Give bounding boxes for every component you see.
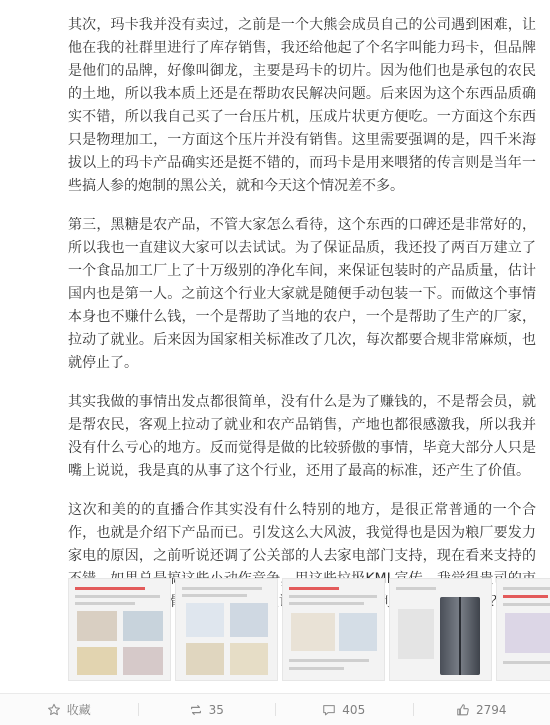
post-paragraph: 其实我做的事情出发点都很简单，没有什么是为了赚钱的，不是帮会员，就是帮农民，客观上拉动了就业和农产品销售，产地也都很感激我，所以我并没有什么亏心的地方。反而觉得是做的比较骄傲的事情，毕竟大部分人只是嘴上说说，我是真的从事了这个行业，还用了最高的标准，还产生了价值。 [68, 391, 536, 483]
thumb-photo [123, 647, 163, 675]
comment-count: 405 [342, 703, 365, 717]
image-thumbnail-1[interactable] [68, 578, 171, 681]
thumb-photo [230, 643, 268, 675]
post-paragraph: 其次，玛卡我并没有卖过，之前是一个大熊会成员自己的公司遇到困难，让他在我的社群里进行了库存销售，我还给他起了个名字叫能力玛卡，但品牌是他们的品牌，好像叫御龙，主要是玛卡的切片。因为他们也是承包的农民的土地，所以我本质上还是在帮助农民解决问题。后来因为这个东西品质确实不错，所以我自己买了一台压片机，压成片状更方便吃。一方面这个东西只是物理加工，一方面这个压片并没有销售。这里需要强调的是，四千米海拔以上的玛卡产品确实还是挺不错的，而玛卡是用来喂猪的传言则是当年一些搞人参的炮制的黑公关，就和今天这个情况差不多。 [68, 14, 536, 198]
image-thumbnail-5[interactable] [496, 578, 550, 681]
thumb-line [503, 587, 550, 590]
like-button[interactable] [413, 694, 550, 725]
thumb-photo [291, 613, 335, 651]
thumb-photo [77, 611, 117, 641]
thumb-line [289, 667, 344, 670]
action-bar [0, 693, 550, 725]
image-thumbnail-3[interactable] [282, 578, 385, 681]
repost-button[interactable] [138, 694, 276, 725]
thumb-line [289, 602, 364, 605]
thumb-line [75, 602, 135, 605]
thumb-line [396, 587, 436, 590]
post-paragraph-text: 这次和美的的直播合作其实没有什么特别的地方，是很正常普通的一个合作，也就是介绍下产品而已。引发这么大风波，我觉得也是因为粮厂要发力家电的原因，之前听说还调了公关部的人去家电部门支持，现在看来支持的 断下滑的，记得卢总也说过把这些 [68, 502, 536, 610]
thumb-headline [503, 595, 548, 598]
repost-icon [189, 703, 203, 717]
thumb-line [289, 595, 377, 598]
favorite-button[interactable] [0, 694, 138, 725]
repost-count: 35 [209, 703, 224, 717]
image-thumbnail-2[interactable] [175, 578, 278, 681]
thumb-line [289, 659, 369, 662]
thumb-line [503, 603, 550, 606]
thumb-headline [289, 587, 339, 590]
thumb-headline [75, 587, 145, 590]
post-paragraph: 第三，黑糖是农产品，不管大家怎么看待，这个东西的口碑还是非常好的，所以我也一直建议大家可以去试试。为了保证品质，我还投了两百万建立了一个食品加工厂上了十万级别的净化车间，来保证包装时的产品质量，估计国内也是第一人。之前这个行业大家就是随便手动包装一下。而做这个事情本身也不赚什么钱，一个是帮助了当地的农户，一个是帮助了生产的厂家，拉动了就业。后来因为国家相关标准改了几次，每次都要合规非常麻烦，也就停止了。 [68, 214, 536, 375]
comment-icon [322, 703, 336, 717]
thumb-photo [186, 643, 224, 675]
thumb-photo [77, 647, 117, 675]
thumb-line [503, 661, 550, 664]
thumb-photo [398, 609, 434, 659]
image-grid [68, 578, 550, 681]
thumb-line [182, 587, 262, 590]
thumb-photo [339, 613, 377, 651]
thumb-photo [123, 611, 163, 641]
post-body [68, 14, 536, 654]
image-thumbnail-4[interactable] [389, 578, 492, 681]
thumb-photo [505, 613, 550, 653]
star-icon [47, 703, 61, 717]
thumb-photo [186, 603, 224, 637]
refrigerator-photo [440, 597, 480, 675]
thumb-photo [230, 603, 268, 637]
comment-button[interactable] [275, 694, 413, 725]
favorite-label: 收藏 [67, 701, 91, 718]
thumb-line [182, 594, 247, 597]
like-count: 2794 [476, 703, 507, 717]
thumb-line [75, 595, 160, 598]
like-icon [456, 703, 470, 717]
